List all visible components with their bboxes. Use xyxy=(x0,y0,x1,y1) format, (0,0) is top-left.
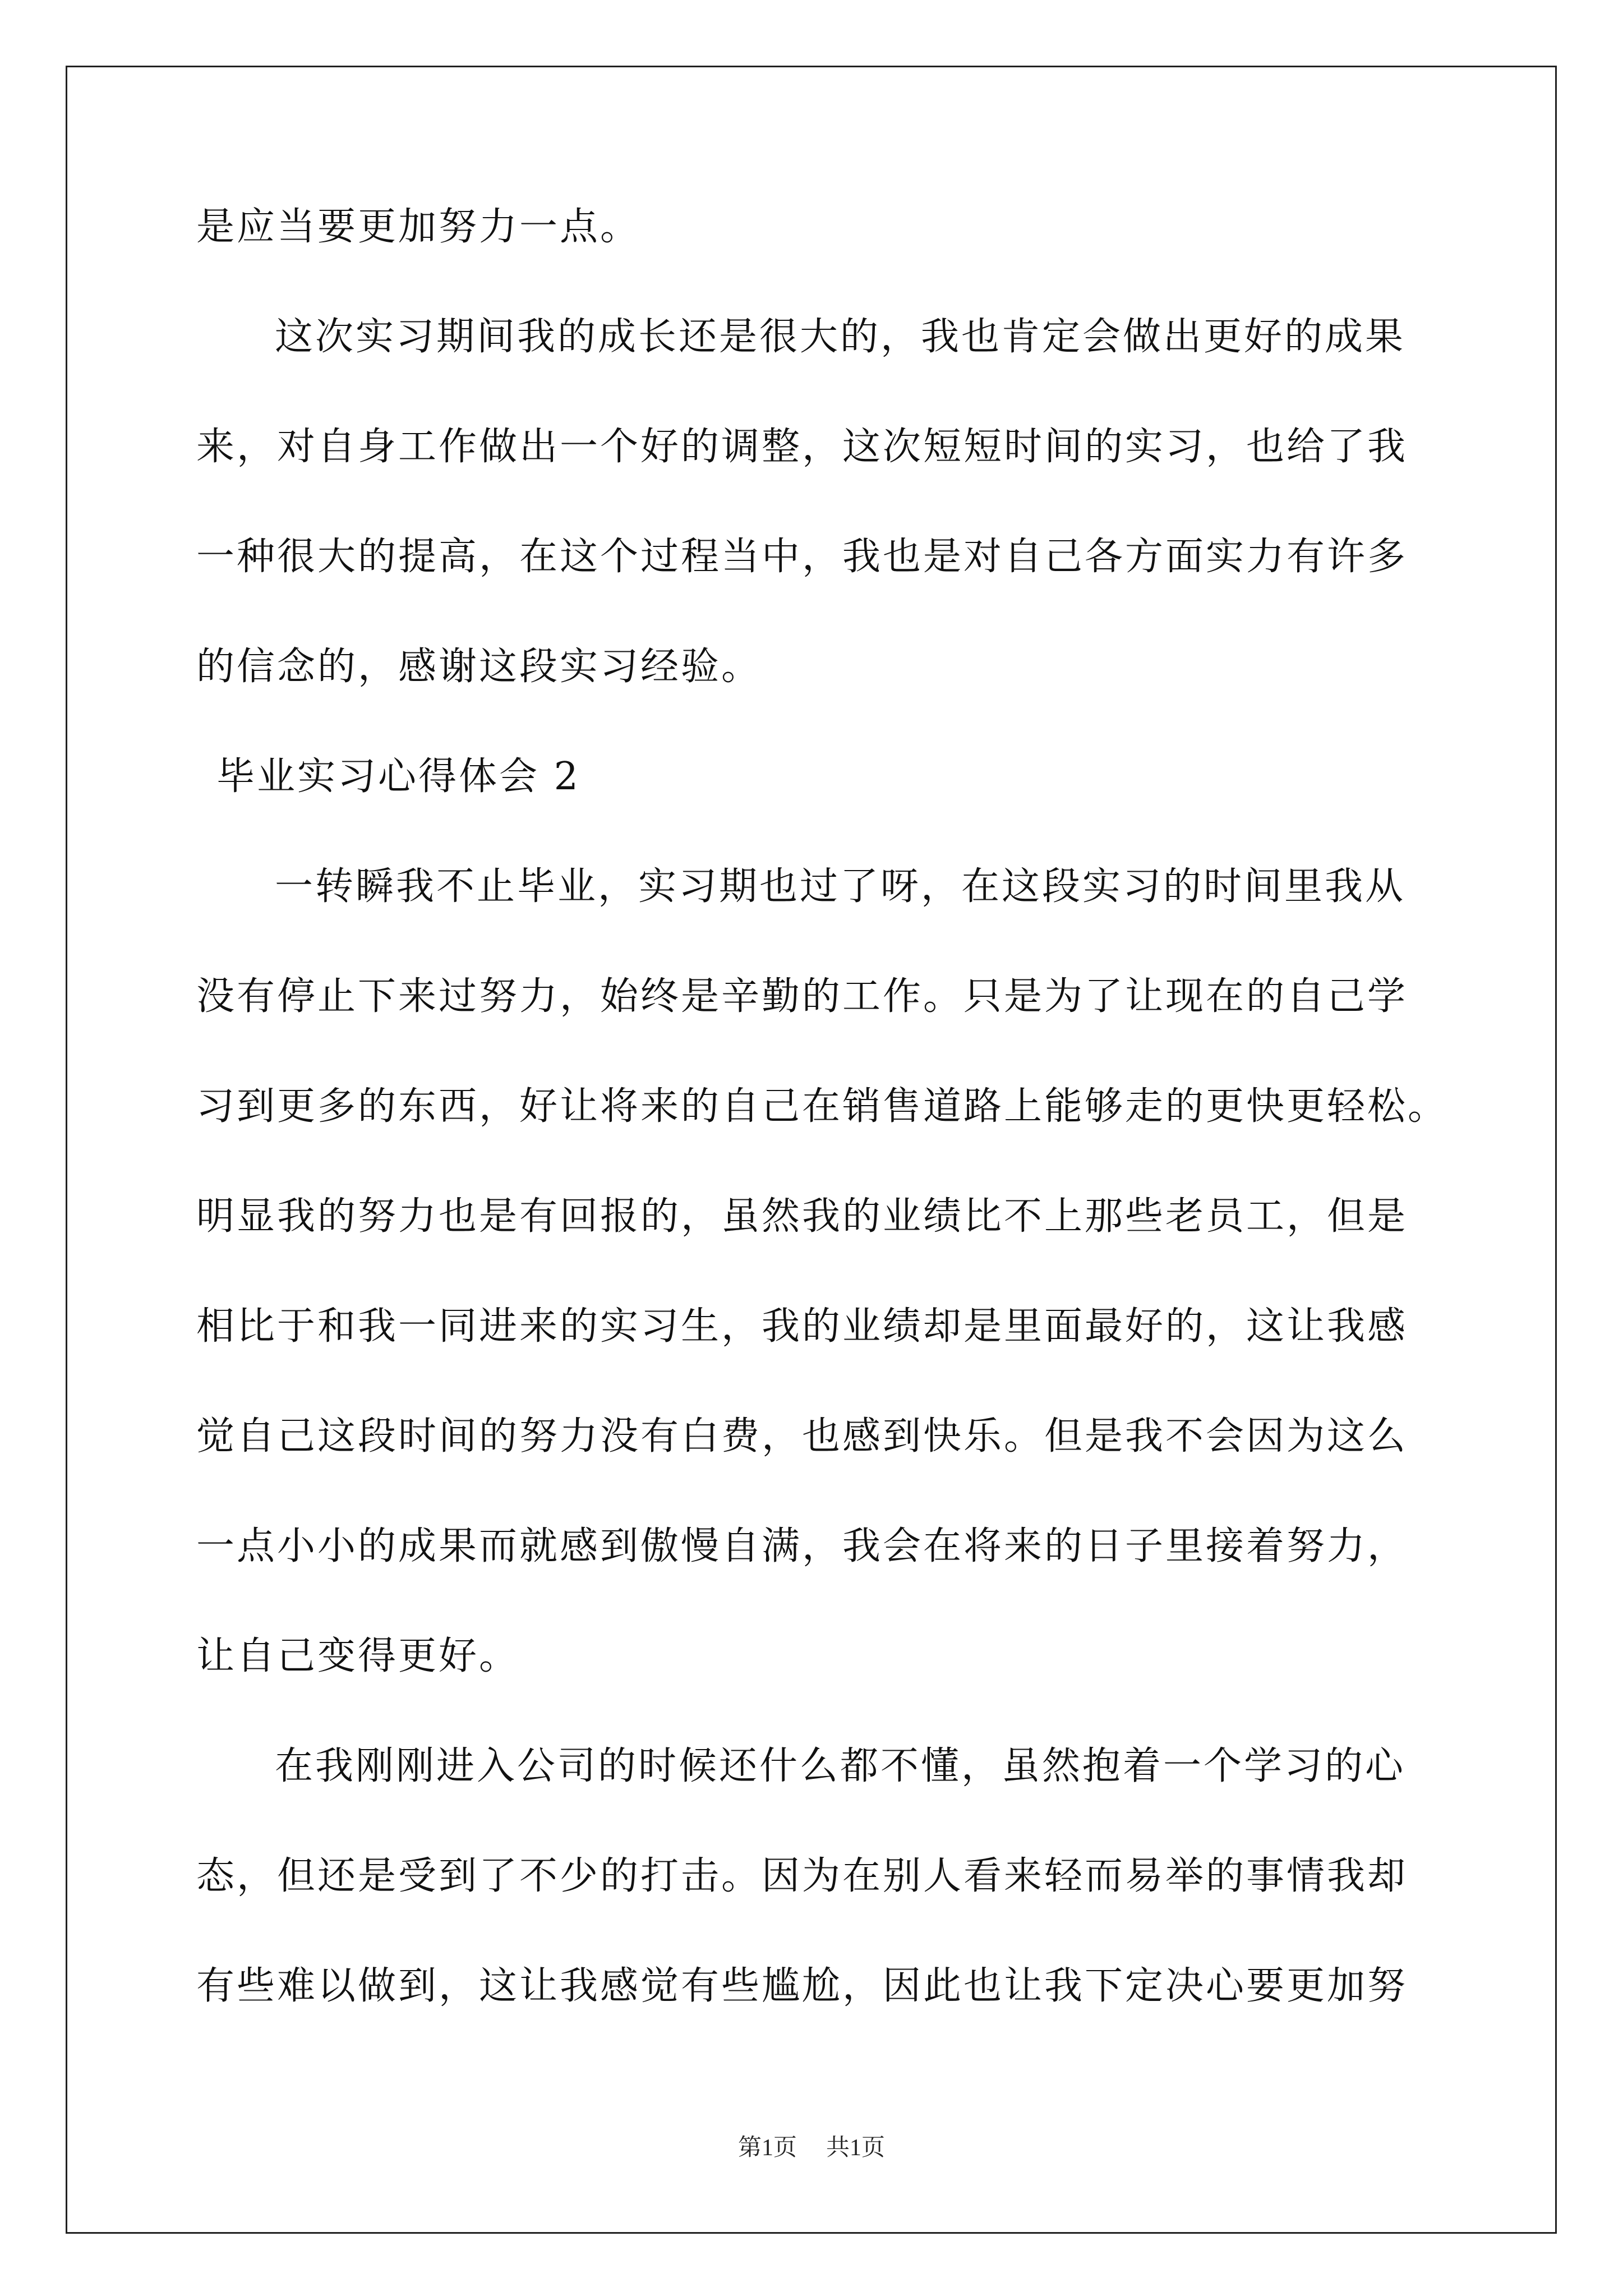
page-footer xyxy=(0,2129,1623,2162)
paragraph-line: 有些难以做到，这让我感觉有些尴尬，因此也让我下定决心要更加努 xyxy=(196,1964,1408,2008)
paragraph-line: 让自己变得更好。 xyxy=(196,1634,520,1678)
paragraph-line: 一点小小的成果而就感到傲慢自满，我会在将来的日子里接着努力， xyxy=(196,1524,1408,1568)
paragraph-line: 明显我的努力也是有回报的，虽然我的业绩比不上那些老员工，但是 xyxy=(196,1194,1408,1239)
page-number: 第1页 xyxy=(737,2135,797,2161)
paragraph-line: 态，但还是受到了不少的打击。因为在别人看来轻而易举的事情我却 xyxy=(196,1854,1408,1898)
paragraph-line: 来，对自身工作做出一个好的调整，这次短短时间的实习，也给了我 xyxy=(196,425,1408,469)
paragraph-line: 这次实习期间我的成长还是很大的，我也肯定会做出更好的成果 xyxy=(275,315,1406,359)
section-heading: 毕业实习心得体会 2 xyxy=(216,754,580,799)
document-body xyxy=(196,202,1449,2071)
paragraph-line: 的信念的，感谢这段实习经验。 xyxy=(196,645,762,689)
paragraph-line: 是应当要更加努力一点。 xyxy=(196,205,641,249)
paragraph-line: 没有停止下来过努力，始终是辛勤的工作。只是为了让现在的自己学 xyxy=(196,974,1408,1019)
paragraph-line: 一种很大的提高，在这个过程当中，我也是对自己各方面实力有许多 xyxy=(196,535,1408,579)
paragraph-line: 习到更多的东西，好让将来的自己在销售道路上能够走的更快更轻松。 xyxy=(196,1084,1449,1129)
paragraph-line: 一转瞬我不止毕业，实习期也过了呀，在这段实习的时间里我从 xyxy=(275,864,1406,909)
page-total: 共1页 xyxy=(826,2135,886,2161)
paragraph-line: 觉自己这段时间的努力没有白费，也感到快乐。但是我不会因为这么 xyxy=(196,1414,1408,1458)
paragraph-line: 在我刚刚进入公司的时候还什么都不懂，虽然抱着一个学习的心 xyxy=(275,1744,1406,1788)
paragraph-line: 相比于和我一同进来的实习生，我的业绩却是里面最好的，这让我感 xyxy=(196,1304,1408,1349)
